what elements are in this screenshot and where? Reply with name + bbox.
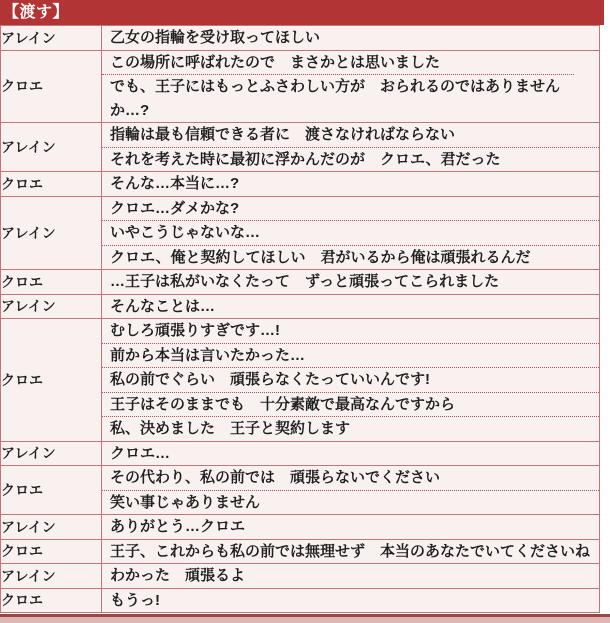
speaker-cell: クロエ xyxy=(1,466,102,515)
table-row xyxy=(1,564,600,589)
dialogue-cell xyxy=(102,172,600,197)
speaker-cell: アレイン xyxy=(1,26,102,51)
dialogue-line: この場所に呼ばれたので まさかとは思いました xyxy=(110,53,441,71)
dialogue-table xyxy=(0,25,600,613)
dialogue-line: 王子はそのままでも 十分素敵で最高なんですから xyxy=(102,392,599,417)
dialogue-line: ありがとう…クロエ xyxy=(110,518,246,535)
table-row xyxy=(1,539,600,564)
table-row xyxy=(1,466,600,515)
dialogue-cell xyxy=(102,539,600,564)
dialogue-line: それを考えた時に最初に浮かんだのが クロエ、君だった xyxy=(102,147,599,172)
speaker-cell: クロエ xyxy=(1,172,102,197)
dialogue-cell xyxy=(102,294,600,319)
dialogue-line: もうっ! xyxy=(110,591,160,609)
dialogue-cell xyxy=(102,466,600,515)
section-header-bar xyxy=(0,0,604,25)
dialogue-cell xyxy=(102,564,600,589)
dialogue-line: 前から本当は言いたかった… xyxy=(102,343,599,368)
dialogue-cell xyxy=(102,441,600,466)
bottom-bar xyxy=(0,614,610,623)
dialogue-cell xyxy=(102,50,600,123)
dialogue-line: その代わり、私の前では 頑張らないでください xyxy=(110,469,441,486)
dialogue-line: 私、決めました 王子と契約します xyxy=(102,416,599,441)
table-row xyxy=(1,196,600,270)
table-row xyxy=(1,26,600,51)
table-row xyxy=(1,172,600,197)
dialogue-line: 笑い事じゃありません xyxy=(102,490,599,515)
dialogue-line: クロエ…ダメかな? xyxy=(110,199,240,217)
table-row xyxy=(1,294,600,319)
dialogue-cell xyxy=(102,196,600,270)
speaker-cell: アレイン xyxy=(1,123,102,172)
speaker-cell: クロエ xyxy=(1,270,102,295)
dialogue-line: 乙女の指輪を受け取ってほしい xyxy=(110,29,321,46)
dialogue-line: そんな…本当に…? xyxy=(110,175,240,192)
table-row xyxy=(1,50,600,123)
speaker-cell: アレイン xyxy=(1,441,102,466)
dialogue-cell xyxy=(102,515,600,540)
speaker-cell: アレイン xyxy=(1,294,102,319)
table-row xyxy=(1,588,600,613)
table-row xyxy=(1,441,600,466)
table-row xyxy=(1,123,600,172)
dialogue-cell xyxy=(102,319,600,442)
speaker-cell: クロエ xyxy=(1,539,102,564)
table-row xyxy=(1,515,600,540)
speaker-cell: アレイン xyxy=(1,515,102,540)
speaker-cell: アレイン xyxy=(1,564,102,589)
dialogue-line: そんなことは… xyxy=(110,297,216,315)
speaker-cell: アレイン xyxy=(1,196,102,270)
dialogue-line: いやこうじゃないな… xyxy=(102,220,599,245)
dialogue-line: でも、王子にはもっとふさわしい方が おられるのではありませんか…? xyxy=(102,74,574,122)
speaker-cell: クロエ xyxy=(1,588,102,613)
dialogue-cell xyxy=(102,26,600,51)
table-row xyxy=(1,270,600,295)
dialogue-line: 私の前でぐらい 頑張らなくたっていいんです! xyxy=(102,367,599,392)
dialogue-line: クロエ、俺と契約してほしい 君がいるから俺は頑張れるんだ xyxy=(102,245,599,270)
speaker-cell: クロエ xyxy=(1,50,102,123)
dialogue-line: クロエ… xyxy=(110,444,171,462)
dialogue-line: むしろ頑張りすぎです…! xyxy=(110,322,280,339)
dialogue-line: わかった 頑張るよ xyxy=(110,567,246,584)
dialogue-cell xyxy=(102,123,600,172)
dialogue-line: …王子は私がいなくたって ずっと頑張ってこられました xyxy=(110,273,500,290)
table-row xyxy=(1,319,600,442)
dialogue-cell xyxy=(102,588,600,613)
dialogue-line: 王子、これからも私の前では無理せず 本当のあなたでいてくださいね xyxy=(110,542,591,560)
speaker-cell: クロエ xyxy=(1,319,102,442)
dialogue-line: 指輪は最も信頼できる者に 渡さなければならない xyxy=(110,126,456,143)
dialogue-cell xyxy=(102,270,600,295)
section-title: 【渡す】 xyxy=(3,4,70,21)
